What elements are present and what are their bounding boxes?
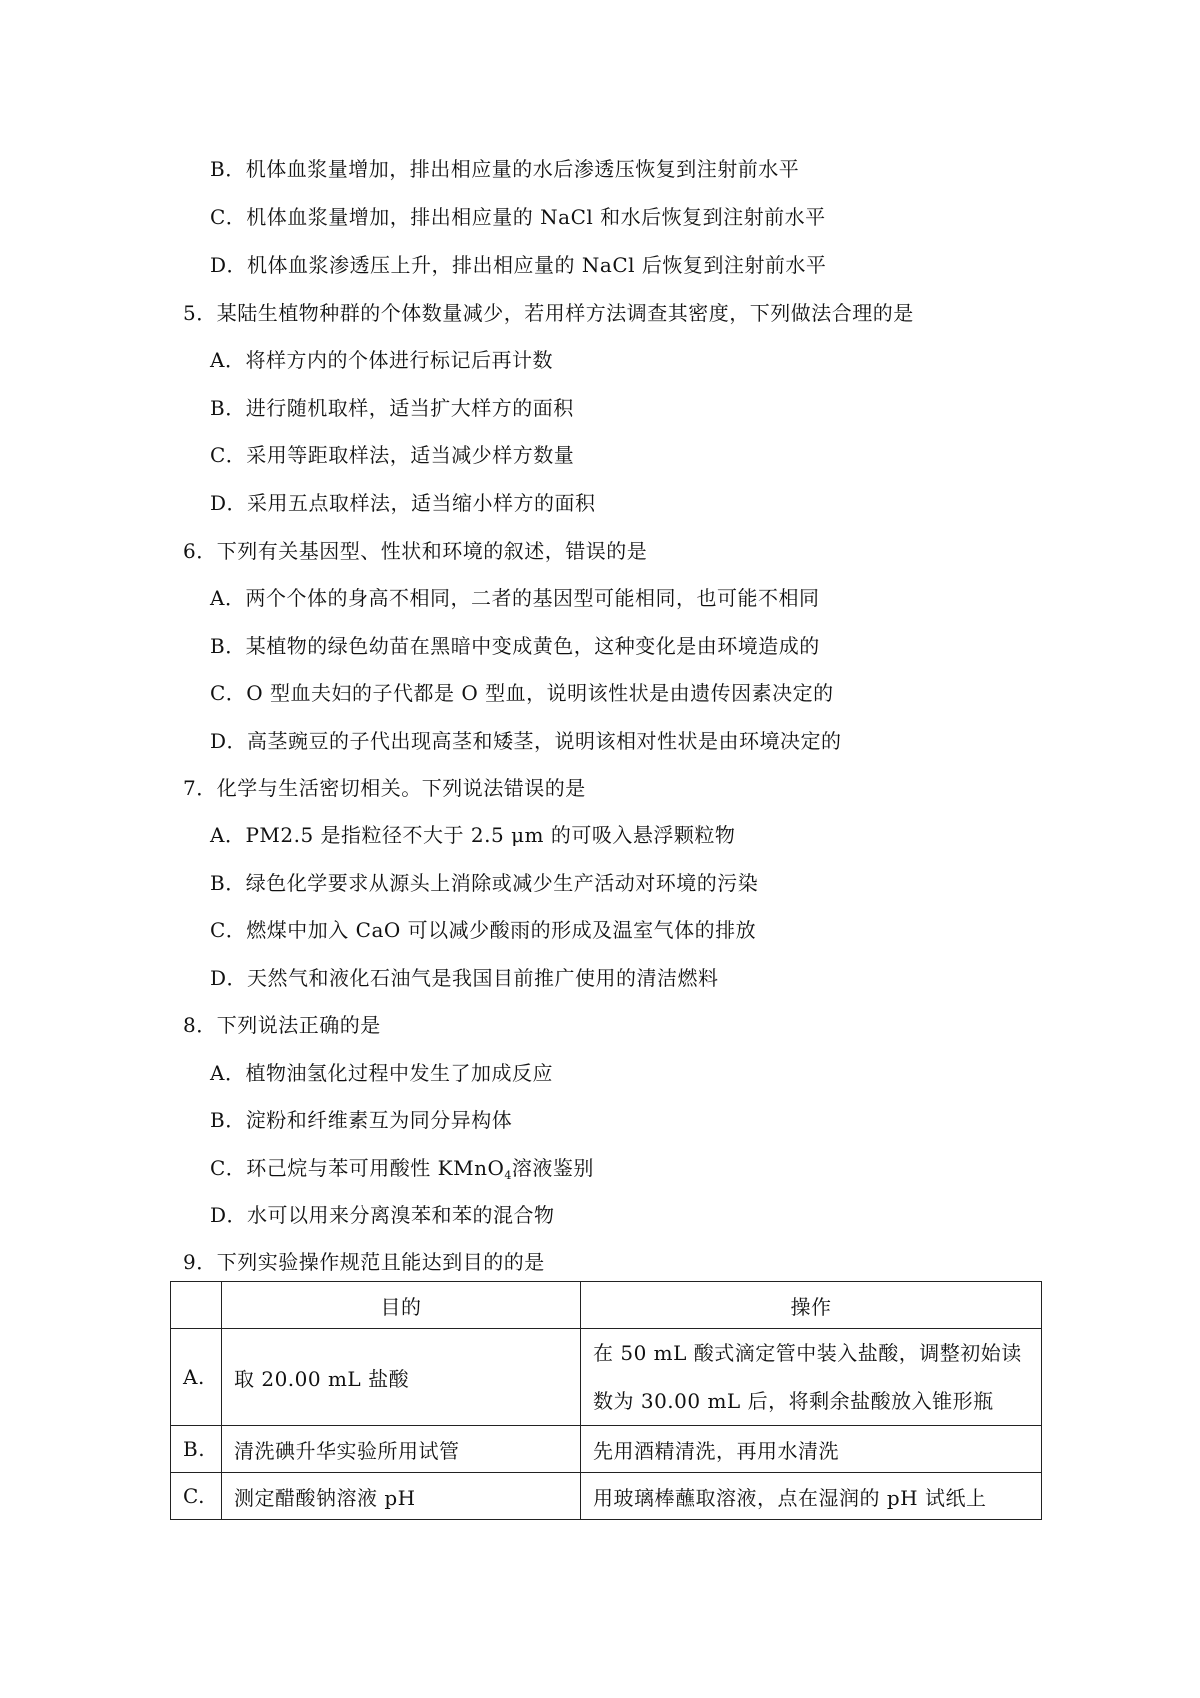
q5-option-d: D．采用五点取样法，适当缩小样方的面积 <box>210 491 596 515</box>
q7-option-b: B．绿色化学要求从源头上消除或减少生产活动对环境的污染 <box>210 871 759 895</box>
table-row <box>171 1473 1042 1520</box>
q8-stem: 8．下列说法正确的是 <box>183 1013 381 1037</box>
q5-option-c: C．采用等距取样法，适当减少样方数量 <box>210 443 575 467</box>
header-cell-purpose: 目的 <box>222 1282 581 1329</box>
q5-option-b: B．进行随机取样，适当扩大样方的面积 <box>210 396 574 420</box>
q6-option-b: B．某植物的绿色幼苗在黑暗中变成黄色，这种变化是由环境造成的 <box>210 634 820 658</box>
q8-option-a: A．植物油氢化过程中发生了加成反应 <box>210 1061 553 1085</box>
q4-option-c: C．机体血浆量增加，排出相应量的 NaCl 和水后恢复到注射前水平 <box>210 205 826 229</box>
q8-option-b: B．淀粉和纤维素互为同分异构体 <box>210 1108 513 1132</box>
table-row <box>171 1426 1042 1473</box>
header-cell-label <box>171 1282 222 1329</box>
row-purpose: 取 20.00 mL 盐酸 <box>222 1329 581 1426</box>
q4-option-b: B．机体血浆量增加，排出相应量的水后渗透压恢复到注射前水平 <box>210 157 800 181</box>
row-operation: 在 50 mL 酸式滴定管中装入盐酸，调整初始读数为 30.00 mL 后，将剩余盐酸放入锥形瓶 <box>581 1329 1042 1426</box>
q8-option-c-subscript: 4 <box>504 1169 512 1182</box>
row-purpose: 测定醋酸钠溶液 pH <box>222 1473 581 1520</box>
q7-option-d: D．天然气和液化石油气是我国目前推广使用的清洁燃料 <box>210 966 719 990</box>
table-header-row <box>171 1282 1042 1329</box>
q8-option-c <box>210 1155 594 1189</box>
q8-option-c-prefix: C．环己烷与苯可用酸性 KMnO <box>210 1156 505 1180</box>
q6-option-c: C．O 型血夫妇的子代都是 O 型血，说明该性状是由遗传因素决定的 <box>210 681 834 705</box>
q6-stem: 6．下列有关基因型、性状和环境的叙述，错误的是 <box>183 539 648 563</box>
row-purpose: 清洗碘升华实验所用试管 <box>222 1426 581 1473</box>
q9-table <box>170 1281 1042 1520</box>
row-label: C. <box>171 1473 222 1520</box>
row-operation: 先用酒精清洗，再用水清洗 <box>581 1426 1042 1473</box>
row-operation: 用玻璃棒蘸取溶液，点在湿润的 pH 试纸上 <box>581 1473 1042 1520</box>
q7-stem: 7．化学与生活密切相关。下列说法错误的是 <box>183 776 586 800</box>
q8-option-c-suffix: 溶液鉴别 <box>511 1156 594 1180</box>
q8-option-d: D．水可以用来分离溴苯和苯的混合物 <box>210 1203 555 1227</box>
table-row <box>171 1329 1042 1426</box>
q7-option-c: C．燃煤中加入 CaO 可以减少酸雨的形成及温室气体的排放 <box>210 918 757 942</box>
q6-option-d: D．高茎豌豆的子代出现高茎和矮茎，说明该相对性状是由环境决定的 <box>210 729 842 753</box>
header-cell-operation: 操作 <box>581 1282 1042 1329</box>
q5-option-a: A．将样方内的个体进行标记后再计数 <box>210 348 553 372</box>
q9-stem: 9．下列实验操作规范且能达到目的的是 <box>183 1250 545 1274</box>
row-label: B. <box>171 1426 222 1473</box>
q4-option-d: D．机体血浆渗透压上升，排出相应量的 NaCl 后恢复到注射前水平 <box>210 253 827 277</box>
row-label: A. <box>171 1329 222 1426</box>
q7-option-a: A．PM2.5 是指粒径不大于 2.5 μm 的可吸入悬浮颗粒物 <box>210 823 736 847</box>
q5-stem: 5．某陆生植物种群的个体数量减少，若用样方法调查其密度，下列做法合理的是 <box>183 301 914 325</box>
q6-option-a: A．两个个体的身高不相同，二者的基因型可能相同，也可能不相同 <box>210 586 820 610</box>
